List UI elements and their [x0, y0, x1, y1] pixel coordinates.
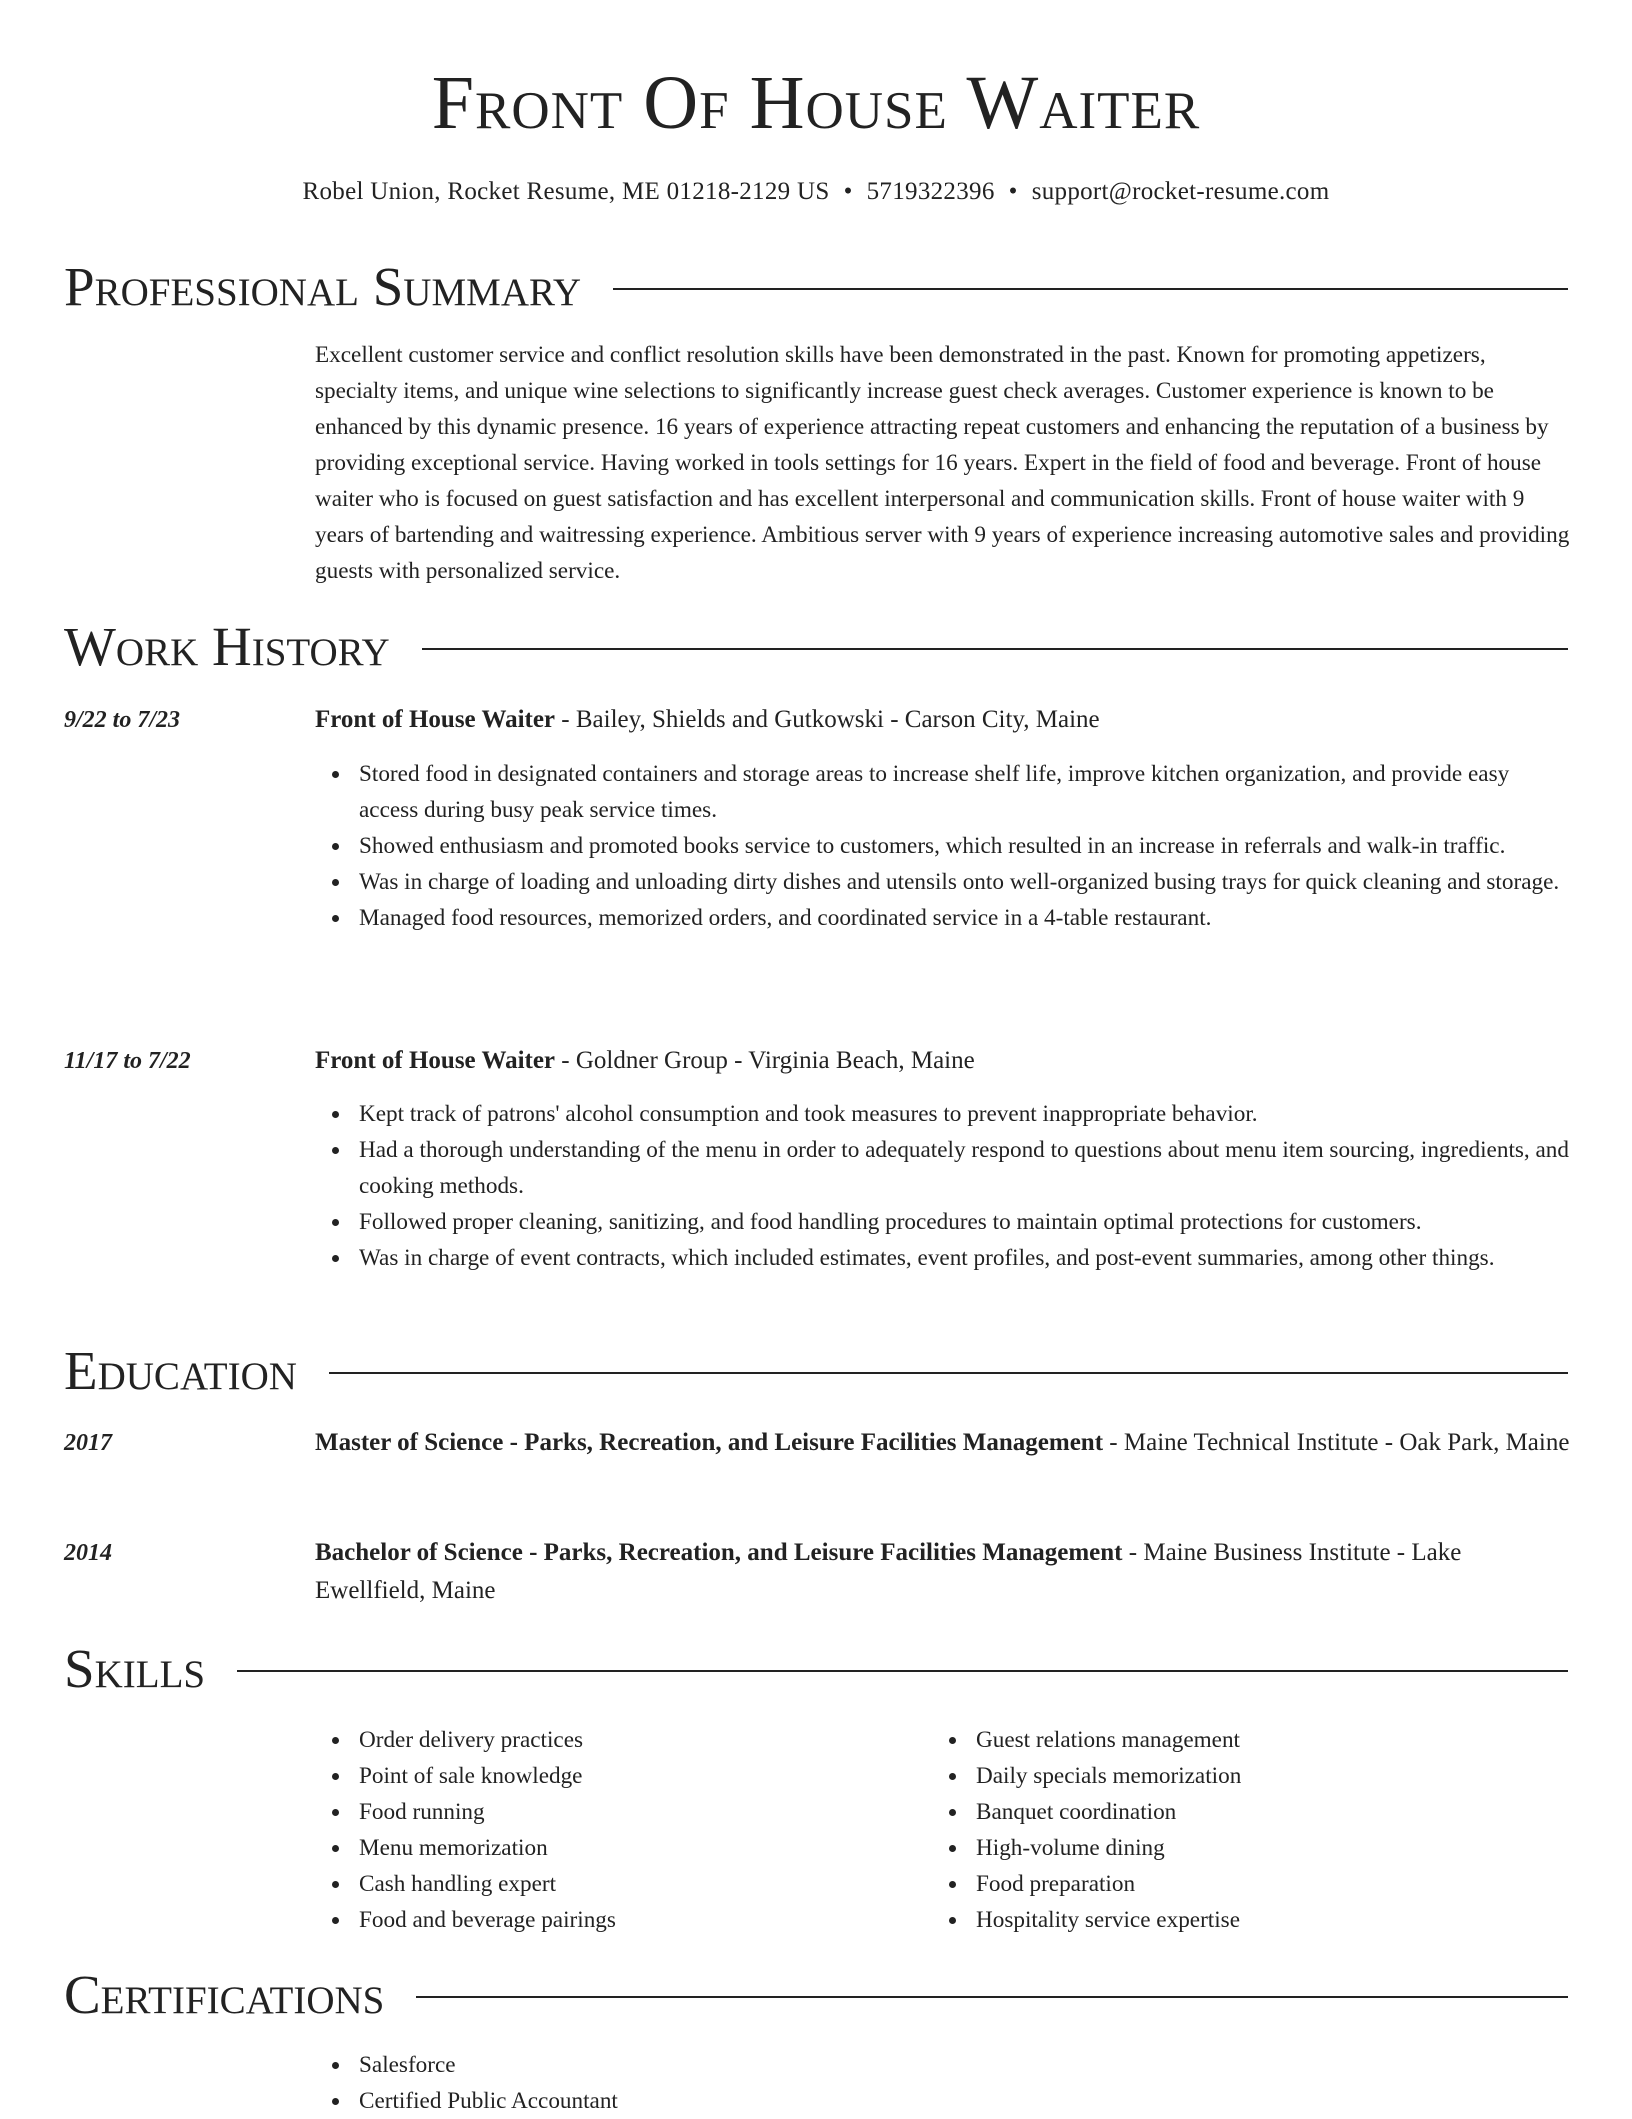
summary-text: Excellent customer service and conflict resolution skills have been demonstrated in the past. Known for promoting appetizers, specialty items, and unique wine selections to significantly increase guest check averages. Customer experience is known to be enhanced by this dynamic presence. 16 years of experience attracting repeat customers and enhancing the reputation of a business by providing exceptional service. Having worked in tools settings for 16 years. Expert in the field of food and beverage. Front of house waiter who is focused on guest satisfaction and has excellent interpersonal and communication skills. Front of house waiter with 9 years of bartending and waitressing experience. Ambitious server with 9 years of experience increasing automotive sales and providing guests with personalized service.: [315, 342, 1570, 584]
job-bullet: Followed proper cleaning, sanitizing, and food handling procedures to maintain optimal protections for customers.: [359, 1204, 1571, 1240]
skills-list-left: [315, 1722, 915, 1938]
section-header-certifications: [64, 1963, 1568, 2027]
skill-item: Order delivery practices: [359, 1722, 915, 1758]
job-heading: [315, 1042, 1571, 1080]
skill-item: Food preparation: [976, 1866, 1552, 1902]
contact-address: Robel Union, Rocket Resume, ME 01218-2129 US: [302, 178, 830, 205]
section-header-work-history: [64, 615, 1568, 679]
contact-email: support@rocket-resume.com: [1031, 178, 1330, 205]
contact-line: [0, 174, 1632, 210]
skill-item: Food running: [359, 1794, 915, 1830]
section-title-work-history: Work History: [64, 616, 390, 677]
job-bullet: Had a thorough understanding of the menu in order to adequately respond to questions about menu item sourcing, ingredients, and cooking methods.: [359, 1132, 1571, 1204]
skill-item: Daily specials memorization: [976, 1758, 1552, 1794]
section-header-education: [64, 1339, 1568, 1403]
section-divider: [416, 1996, 1568, 1998]
job-bullet: Was in charge of loading and unloading dirty dishes and utensils onto well-organized busing trays for quick cleaning and storage.: [359, 864, 1571, 900]
job-bullets: [315, 1096, 1571, 1276]
skill-item: Guest relations management: [976, 1722, 1552, 1758]
skill-item: Menu memorization: [359, 1830, 915, 1866]
job-bullet: Showed enthusiasm and promoted books service to customers, which resulted in an increase in referrals and walk-in traffic.: [359, 828, 1571, 864]
job-heading: [315, 701, 1571, 739]
job-employer: - Bailey, Shields and Gutkowski - Carson City, Maine: [555, 706, 1100, 733]
section-divider: [237, 1670, 1568, 1672]
job-dates: 9/22 to 7/23: [64, 707, 181, 733]
skill-item: Cash handling expert: [359, 1866, 915, 1902]
education-entry: [315, 1424, 1571, 1462]
education-degree: Master of Science - Parks, Recreation, and Leisure Facilities Management: [315, 1429, 1104, 1456]
section-divider: [422, 648, 1568, 650]
skill-item: Hospitality service expertise: [976, 1902, 1552, 1938]
job-title: Front of House Waiter: [315, 1047, 556, 1074]
job-bullet: Was in charge of event contracts, which included estimates, event profiles, and post-event summaries, among other things.: [359, 1240, 1571, 1276]
contact-separator: •: [843, 178, 853, 205]
job-title: Front of House Waiter: [315, 706, 556, 733]
section-header-skills: [64, 1637, 1568, 1701]
skills-list-right: [932, 1722, 1552, 1938]
certifications-list: [315, 2047, 1571, 2119]
section-divider: [613, 288, 1568, 290]
skill-item: Food and beverage pairings: [359, 1902, 915, 1938]
contact-separator: •: [1008, 178, 1018, 205]
section-title-certifications: Certifications: [64, 1964, 385, 2025]
education-school: - Maine Technical Institute - Oak Park, Maine: [1103, 1429, 1570, 1456]
job-dates: 11/17 to 7/22: [64, 1048, 191, 1074]
education-degree: Bachelor of Science - Parks, Recreation, and Leisure Facilities Management: [315, 1539, 1123, 1566]
resume-title: Front Of House Waiter: [431, 61, 1201, 145]
education-year: 2017: [64, 1430, 112, 1456]
education-school: - Maine Business Institute - Lake Ewellfield, Maine: [315, 1539, 1462, 1604]
job-employer: - Goldner Group - Virginia Beach, Maine: [555, 1047, 975, 1074]
section-header-summary: [64, 255, 1568, 319]
education-year: 2014: [64, 1540, 112, 1566]
skill-item: Banquet coordination: [976, 1794, 1552, 1830]
job-bullets: [315, 756, 1571, 936]
certification-item: Certified Public Accountant: [359, 2083, 1571, 2119]
section-title-summary: Professional Summary: [64, 256, 582, 317]
job-bullet: Managed food resources, memorized orders, and coordinated service in a 4-table restaurant.: [359, 900, 1571, 936]
section-divider: [329, 1372, 1568, 1374]
section-title-education: Education: [64, 1340, 297, 1401]
certification-item: Salesforce: [359, 2047, 1571, 2083]
skill-item: High-volume dining: [976, 1830, 1552, 1866]
education-entry: [315, 1534, 1571, 1610]
section-title-skills: Skills: [64, 1638, 206, 1699]
contact-phone: 5719322396: [866, 178, 995, 205]
job-bullet: Stored food in designated containers and storage areas to increase shelf life, improve kitchen organization, and provide easy access during busy peak service times.: [359, 756, 1571, 828]
job-bullet: Kept track of patrons' alcohol consumption and took measures to prevent inappropriate behavior.: [359, 1096, 1571, 1132]
skill-item: Point of sale knowledge: [359, 1758, 915, 1794]
